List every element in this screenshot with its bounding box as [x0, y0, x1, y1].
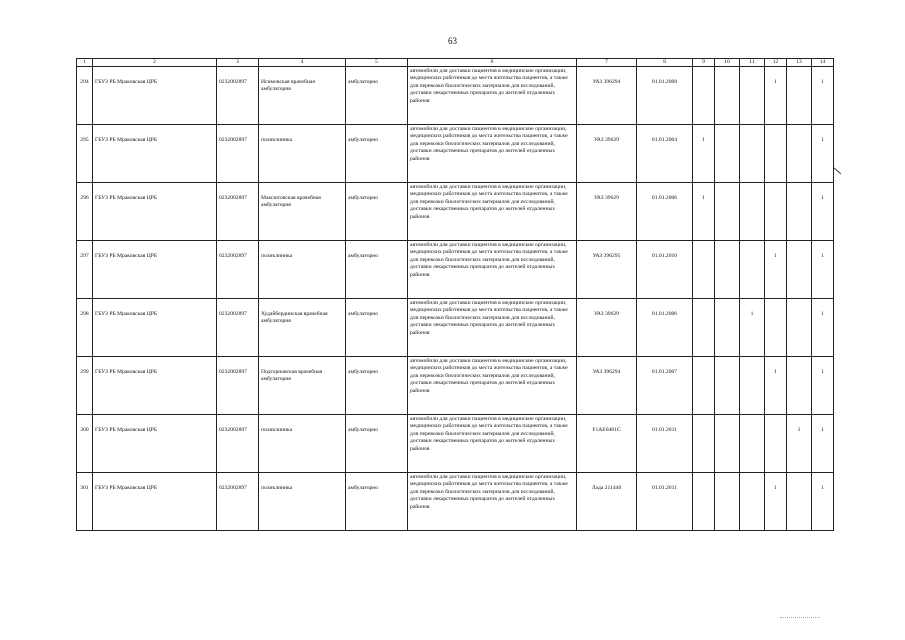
- organization-cell: ГБУЗ РБ Мраковская ЦРБ: [93, 183, 217, 241]
- unit-cell: поликлиника: [259, 125, 346, 183]
- table-row: [77, 415, 834, 473]
- header-col-2: 2: [93, 59, 217, 67]
- row-number: 300: [77, 415, 93, 473]
- count-col-10: [715, 125, 740, 183]
- count-col-14: 1: [812, 241, 834, 299]
- header-col-9: 9: [693, 59, 715, 67]
- count-col-9: 1: [693, 125, 715, 183]
- scan-artifact: · · ·: [8, 12, 31, 17]
- inn-cell: 0232002897: [217, 299, 259, 357]
- count-col-9: [693, 473, 715, 531]
- organization-cell: ГБУЗ РБ Мраковская ЦРБ: [93, 241, 217, 299]
- inn-cell: 0232002897: [217, 241, 259, 299]
- inn-cell: 0232002897: [217, 473, 259, 531]
- purpose-cell: автомобили для доставки пациентов в медицинские организации, медицинских работников до места жительства пациентов, а также для перевозки биологических материалов для исследований, доставки лекарственных препаратов до жителей отдаленных районов: [408, 415, 577, 473]
- header-col-11: 11: [740, 59, 765, 67]
- table-body: [77, 67, 834, 531]
- count-col-13: [787, 125, 812, 183]
- count-col-9: [693, 299, 715, 357]
- date-cell: 01.01.2006: [637, 183, 693, 241]
- table-row: [77, 299, 834, 357]
- count-col-14: 1: [812, 415, 834, 473]
- page-number: 63: [448, 36, 457, 46]
- count-col-11: [740, 415, 765, 473]
- unit-cell: Подгорновская врачебная амбулатория: [259, 357, 346, 415]
- count-col-11: [740, 241, 765, 299]
- header-col-12: 12: [765, 59, 787, 67]
- count-col-11: [740, 473, 765, 531]
- care-type-cell: амбулаторно: [346, 183, 408, 241]
- count-col-14: 1: [812, 67, 834, 125]
- vehicle-model-cell: УАЗ 39629: [577, 299, 637, 357]
- vehicle-model-cell: Лада 211440: [577, 473, 637, 531]
- purpose-cell: автомобили для доставки пациентов в медицинские организации, медицинских работников до места жительства пациентов, а также для перевозки биологических материалов для исследований, доставки лекарственных препаратов до жителей отдаленных районов: [408, 125, 577, 183]
- count-col-11: 1: [740, 299, 765, 357]
- count-col-14: 1: [812, 299, 834, 357]
- care-type-cell: амбулаторно: [346, 357, 408, 415]
- care-type-cell: амбулаторно: [346, 67, 408, 125]
- table-row: [77, 473, 834, 531]
- header-col-10: 10: [715, 59, 740, 67]
- count-col-9: 1: [693, 183, 715, 241]
- vehicle-model-cell: УАЗ 39629: [577, 183, 637, 241]
- count-col-11: [740, 125, 765, 183]
- vehicle-model-cell: УАЗ 396294: [577, 67, 637, 125]
- organization-cell: ГБУЗ РБ Мраковская ЦРБ: [93, 125, 217, 183]
- vehicle-register-table: [76, 58, 834, 531]
- header-col-3: 3: [217, 59, 259, 67]
- header-col-6: 6: [408, 59, 577, 67]
- unit-cell: Максютовская врачебная амбулатория: [259, 183, 346, 241]
- date-cell: 01.01.2006: [637, 299, 693, 357]
- count-col-12: [765, 183, 787, 241]
- count-col-10: [715, 67, 740, 125]
- date-cell: 01.01.2010: [637, 241, 693, 299]
- count-col-10: [715, 241, 740, 299]
- purpose-cell: автомобили для доставки пациентов в медицинские организации, медицинских работников до места жительства пациентов, а также для перевозки биологических материалов для исследований, доставки лекарственных препаратов до жителей отдаленных районов: [408, 357, 577, 415]
- header-col-5: 5: [346, 59, 408, 67]
- inn-cell: 0232002897: [217, 183, 259, 241]
- date-cell: 01.01.2004: [637, 125, 693, 183]
- scan-artifact-line: [780, 617, 820, 618]
- table-row: [77, 67, 834, 125]
- count-col-13: 1: [787, 415, 812, 473]
- row-number: 297: [77, 241, 93, 299]
- count-col-9: [693, 357, 715, 415]
- vehicle-model-cell: УАЗ 396294: [577, 357, 637, 415]
- table-row: [77, 241, 834, 299]
- count-col-10: [715, 473, 740, 531]
- date-cell: 01.01.2011: [637, 415, 693, 473]
- count-col-14: 1: [812, 357, 834, 415]
- count-col-14: 1: [812, 473, 834, 531]
- table-row: [77, 357, 834, 415]
- purpose-cell: автомобили для доставки пациентов в медицинские организации, медицинских работников до места жительства пациентов, а также для перевозки биологических материалов для исследований, доставки лекарственных препаратов до жителей отдаленных районов: [408, 473, 577, 531]
- unit-cell: поликлиника: [259, 241, 346, 299]
- header-col-13: 13: [787, 59, 812, 67]
- date-cell: 01.01.2007: [637, 357, 693, 415]
- count-col-13: [787, 183, 812, 241]
- header-col-4: 4: [259, 59, 346, 67]
- header-col-7: 7: [577, 59, 637, 67]
- count-col-10: [715, 415, 740, 473]
- header-col-1: 1: [77, 59, 93, 67]
- count-col-13: [787, 67, 812, 125]
- table-row: [77, 183, 834, 241]
- count-col-13: [787, 357, 812, 415]
- purpose-cell: автомобили для доставки пациентов в медицинские организации, медицинских работников до места жительства пациентов, а также для перевозки биологических материалов для исследований, доставки лекарственных препаратов до жителей отдаленных районов: [408, 299, 577, 357]
- organization-cell: ГБУЗ РБ Мраковская ЦРБ: [93, 357, 217, 415]
- count-col-12: [765, 415, 787, 473]
- count-col-12: [765, 125, 787, 183]
- count-col-12: 1: [765, 357, 787, 415]
- inn-cell: 0232002897: [217, 125, 259, 183]
- pen-mark: [833, 167, 841, 174]
- unit-cell: поликлиника: [259, 473, 346, 531]
- care-type-cell: амбулаторно: [346, 241, 408, 299]
- purpose-cell: автомобили для доставки пациентов в медицинские организации, медицинских работников до места жительства пациентов, а также для перевозки биологических материалов для исследований, доставки лекарственных препаратов до жителей отдаленных районов: [408, 67, 577, 125]
- inn-cell: 0232002897: [217, 67, 259, 125]
- purpose-cell: автомобили для доставки пациентов в медицинские организации, медицинских работников до места жительства пациентов, а также для перевозки биологических материалов для исследований, доставки лекарственных препаратов до жителей отдаленных районов: [408, 241, 577, 299]
- care-type-cell: амбулаторно: [346, 125, 408, 183]
- vehicle-model-cell: УАЗ 396295: [577, 241, 637, 299]
- inn-cell: 0232002897: [217, 357, 259, 415]
- count-col-12: [765, 299, 787, 357]
- organization-cell: ГБУЗ РБ Мраковская ЦРБ: [93, 299, 217, 357]
- care-type-cell: амбулаторно: [346, 415, 408, 473]
- count-col-10: [715, 299, 740, 357]
- vehicle-model-cell: F1AE0481C: [577, 415, 637, 473]
- count-col-14: 1: [812, 183, 834, 241]
- count-col-12: 1: [765, 473, 787, 531]
- vehicle-model-cell: УАЗ 39629: [577, 125, 637, 183]
- count-col-13: [787, 241, 812, 299]
- header-col-8: 8: [637, 59, 693, 67]
- table-row: [77, 125, 834, 183]
- date-cell: 01.01.2008: [637, 67, 693, 125]
- count-col-13: [787, 299, 812, 357]
- organization-cell: ГБУЗ РБ Мраковская ЦРБ: [93, 67, 217, 125]
- unit-cell: Худайбердинская врачебная амбулатория: [259, 299, 346, 357]
- unit-cell: Исимовская врачебная амбулатория: [259, 67, 346, 125]
- count-col-14: 1: [812, 125, 834, 183]
- purpose-cell: автомобили для доставки пациентов в медицинские организации, медицинских работников до места жительства пациентов, а также для перевозки биологических материалов для исследований, доставки лекарственных препаратов до жителей отдаленных районов: [408, 183, 577, 241]
- count-col-9: [693, 67, 715, 125]
- count-col-9: [693, 415, 715, 473]
- row-number: 296: [77, 183, 93, 241]
- care-type-cell: амбулаторно: [346, 473, 408, 531]
- row-number: 295: [77, 125, 93, 183]
- count-col-12: 1: [765, 67, 787, 125]
- care-type-cell: амбулаторно: [346, 299, 408, 357]
- count-col-11: [740, 183, 765, 241]
- row-number: 299: [77, 357, 93, 415]
- header-col-14: 14: [812, 59, 834, 67]
- date-cell: 01.01.2011: [637, 473, 693, 531]
- row-number: 301: [77, 473, 93, 531]
- row-number: 298: [77, 299, 93, 357]
- organization-cell: ГБУЗ РБ Мраковская ЦРБ: [93, 473, 217, 531]
- header-row: [77, 59, 834, 67]
- count-col-11: [740, 67, 765, 125]
- inn-cell: 0232002897: [217, 415, 259, 473]
- count-col-11: [740, 357, 765, 415]
- count-col-12: 1: [765, 241, 787, 299]
- count-col-10: [715, 357, 740, 415]
- count-col-9: [693, 241, 715, 299]
- organization-cell: ГБУЗ РБ Мраковская ЦРБ: [93, 415, 217, 473]
- count-col-13: [787, 473, 812, 531]
- count-col-10: [715, 183, 740, 241]
- unit-cell: поликлиника: [259, 415, 346, 473]
- row-number: 294: [77, 67, 93, 125]
